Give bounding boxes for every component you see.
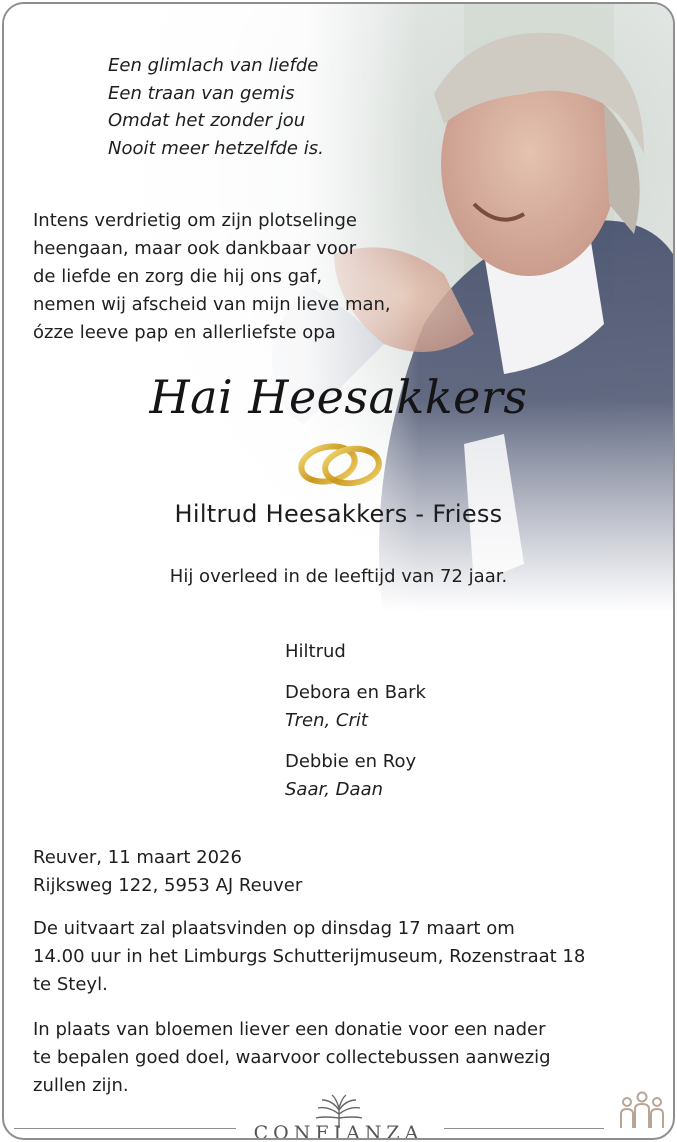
poem-line: Een traan van gemis bbox=[108, 82, 295, 104]
obituary-card bbox=[2, 2, 675, 1140]
poem bbox=[108, 52, 324, 162]
donation-line: te bepalen goed doel, waarvoor collectebussen aanwezig bbox=[33, 1047, 551, 1068]
intro-line: Intens verdrietig om zijn plotselinge bbox=[33, 210, 357, 231]
family-parents: Debora en Bark bbox=[285, 682, 426, 703]
family-icon bbox=[618, 1090, 666, 1132]
family-children: Tren, Crit bbox=[285, 710, 368, 731]
poem-line: Nooit meer hetzelfde is. bbox=[108, 137, 324, 159]
donation-line: In plaats van bloemen liever een donatie voor een nader bbox=[33, 1019, 546, 1040]
family-spouse: Hiltrud bbox=[285, 641, 346, 662]
confianza-logo: CONFIANZA bbox=[253, 1122, 424, 1140]
funeral-details bbox=[33, 915, 585, 999]
place-address bbox=[33, 844, 302, 900]
intro-line: ózze leeve pap en allerliefste opa bbox=[33, 322, 336, 343]
funeral-line: De uitvaart zal plaatsvinden op dinsdag 17 maart om bbox=[33, 918, 515, 939]
family-list bbox=[285, 638, 426, 817]
deceased-name: Hai Heesakkers bbox=[149, 370, 528, 424]
intro-line: heengaan, maar ook dankbaar voor bbox=[33, 238, 357, 259]
poem-line: Een glimlach van liefde bbox=[108, 55, 319, 76]
donation-line: zullen zijn. bbox=[33, 1075, 129, 1096]
funeral-line: 14.00 uur in het Limburgs Schutterijmuseum, Rozenstraat 18 bbox=[33, 946, 586, 967]
intro-line: de liefde en zorg die hij ons gaf, bbox=[33, 266, 323, 287]
intro-text bbox=[33, 207, 391, 347]
intro-line: nemen wij afscheid van mijn lieve man, bbox=[33, 294, 391, 315]
wedding-rings-icon bbox=[296, 436, 386, 492]
donation-text bbox=[33, 1016, 551, 1100]
address-line: Rijksweg 122, 5953 AJ Reuver bbox=[33, 875, 303, 896]
family-group bbox=[285, 748, 426, 804]
family-children: Saar, Daan bbox=[285, 779, 384, 800]
place-line: Reuver, 11 maart 2026 bbox=[33, 847, 242, 868]
poem-line: Omdat het zonder jou bbox=[108, 110, 306, 131]
family-parents: Debbie en Roy bbox=[285, 751, 417, 772]
age-text: Hij overleed in de leeftijd van 72 jaar. bbox=[169, 566, 508, 587]
funeral-line: te Steyl. bbox=[33, 974, 108, 995]
family-group bbox=[285, 679, 426, 735]
spouse-name: Hiltrud Heesakkers - Friess bbox=[174, 500, 503, 528]
